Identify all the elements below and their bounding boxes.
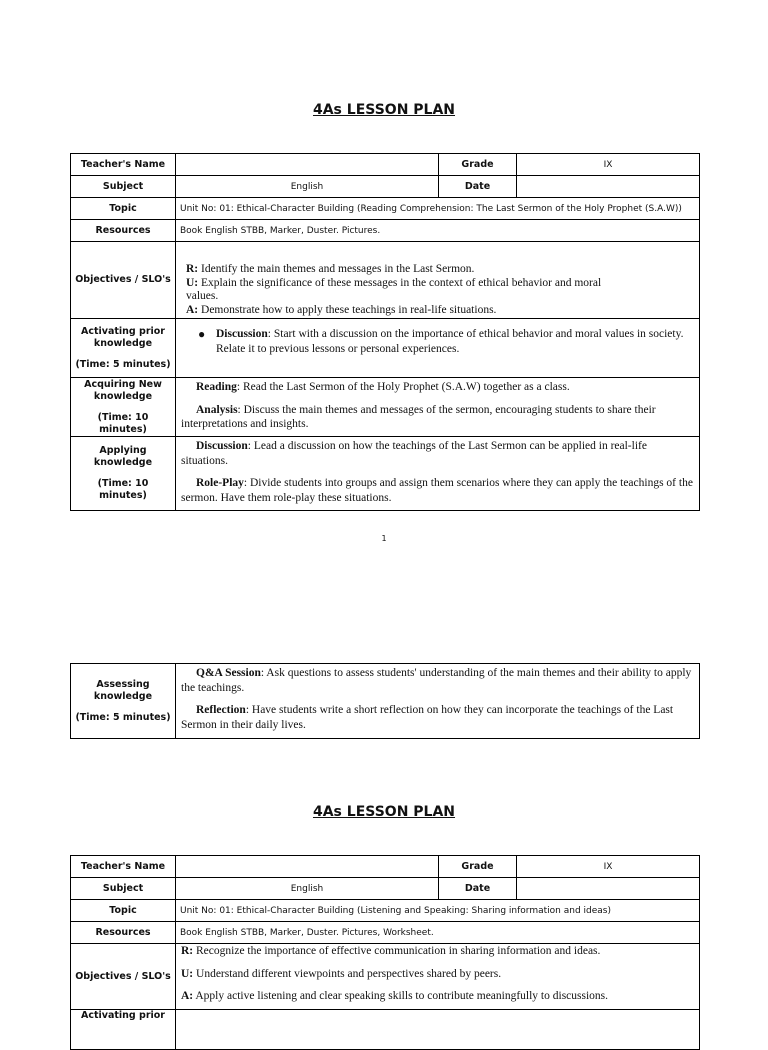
acquiring-analysis-text: : Discuss the main themes and messages of the sermon, encouraging students to share their interpretations and insights.	[181, 403, 656, 430]
page-number: 1	[381, 534, 387, 543]
applying-label-cell	[71, 437, 176, 511]
grade-label: Grade	[439, 154, 517, 176]
resources-value: Book English STBB, Marker, Duster. Pictures.	[176, 220, 700, 242]
objective-u-text: Explain the significance of these messages in the context of ethical behavior and moral values.	[186, 276, 602, 302]
assessing-table	[70, 663, 700, 739]
date-label: Date	[439, 176, 517, 198]
teacher-name-value-2	[176, 856, 439, 878]
activating-content	[176, 319, 700, 378]
subject-label-2: Subject	[71, 878, 176, 900]
objectives-content-2	[176, 944, 700, 1010]
objective-a-key: A:	[186, 303, 199, 316]
subject-label: Subject	[71, 176, 176, 198]
lesson-plan-title: 4As LESSON PLAN	[312, 102, 456, 118]
objective-a-text-2: Apply active listening and clear speaking skills to contribute meaningfully to discussions.	[193, 990, 609, 1002]
topic-label: Topic	[71, 198, 176, 220]
activating-text: : Start with a discussion on the importance of ethical behavior and moral values in society. Relate it to previous lessons or personal experiences.	[216, 328, 684, 355]
applying-label: Applying knowledge	[93, 445, 153, 468]
objectives-content	[176, 242, 700, 319]
acquiring-reading-text: : Read the Last Sermon of the Holy Prophet (S.A.W) together as a class.	[236, 381, 570, 393]
topic-label-2: Topic	[71, 900, 176, 922]
resources-value-2: Book English STBB, Marker, Duster. Pictures, Worksheet.	[176, 922, 700, 944]
activating-time: (Time: 5 minutes)	[75, 358, 171, 370]
subject-value: English	[176, 176, 439, 198]
assessing-label-cell	[71, 664, 176, 739]
acquiring-time: (Time: 10 minutes)	[97, 411, 149, 435]
activating-label-2: Activating prior	[80, 1010, 165, 1021]
applying-discussion-key: Discussion	[196, 440, 248, 452]
objectives-label: Objectives / SLO's	[71, 242, 176, 319]
acquiring-content	[176, 378, 700, 437]
teacher-name-label-2: Teacher's Name	[71, 856, 176, 878]
activating-key: Discussion	[216, 328, 268, 340]
bullet-icon: ●	[198, 327, 206, 341]
subject-value-2: English	[176, 878, 439, 900]
objective-r-key: R:	[186, 263, 199, 275]
objective-u-text-2: Understand different viewpoints and perspectives shared by peers.	[193, 967, 502, 980]
assessing-qa-key: Q&A Session	[196, 667, 261, 679]
date-value	[517, 176, 700, 198]
teacher-name-value	[176, 154, 439, 176]
assessing-time: (Time: 5 minutes)	[75, 711, 171, 723]
activating-label-cell	[71, 319, 176, 378]
objectives-label-2: Objectives / SLO's	[71, 944, 176, 1010]
objective-a-key-2: A:	[181, 990, 194, 1002]
objective-a-text: Demonstrate how to apply these teachings in real-life situations.	[198, 303, 497, 316]
lesson-plan-table	[70, 153, 700, 511]
objective-r-text: Identify the main themes and messages in the Last Sermon.	[198, 263, 475, 275]
teacher-name-label: Teacher's Name	[71, 154, 176, 176]
acquiring-label: Acquiring New knowledge	[84, 378, 162, 402]
applying-content	[176, 437, 700, 511]
acquiring-label-cell	[71, 378, 176, 437]
activating-label: Activating prior knowledge	[80, 325, 165, 349]
topic-value-2: Unit No: 01: Ethical-Character Building (Listening and Speaking: Sharing information and ideas)	[176, 900, 700, 922]
grade-label-2: Grade	[439, 856, 517, 878]
acquiring-reading-key: Reading	[196, 381, 237, 393]
assessing-content	[176, 664, 700, 739]
lesson-plan-table-2	[70, 855, 700, 1050]
assessing-reflection-text: : Have students write a short reflection on how they can incorporate the teachings of the Last Sermon in their daily lives.	[181, 704, 674, 731]
acquiring-analysis-key: Analysis	[196, 403, 238, 416]
activating-content-2	[176, 1010, 700, 1050]
assessing-label: Assessing knowledge	[93, 678, 153, 702]
lesson-plan-title-2: 4As LESSON PLAN	[312, 804, 456, 820]
assessing-qa-text: : Ask questions to assess students' understanding of the main themes and their ability to apply the teachings.	[181, 667, 692, 694]
resources-label: Resources	[71, 220, 176, 242]
applying-time: (Time: 10 minutes)	[97, 478, 149, 501]
resources-label-2: Resources	[71, 922, 176, 944]
grade-value-2: IX	[517, 856, 700, 878]
topic-value: Unit No: 01: Ethical-Character Building (Reading Comprehension: The Last Sermon of the Holy Prophet (S.A.W))	[176, 198, 700, 220]
objective-u-key: U:	[186, 276, 199, 289]
activating-label-cell-2	[71, 1010, 176, 1050]
date-label-2: Date	[439, 878, 517, 900]
date-value-2	[517, 878, 700, 900]
applying-roleplay-text: : Divide students into groups and assign them scenarios where they can apply the teachings of the sermon. Have them role-play these situations.	[181, 477, 693, 504]
applying-roleplay-key: Role-Play	[196, 477, 244, 489]
grade-value: IX	[517, 154, 700, 176]
applying-discussion-text: : Lead a discussion on how the teachings of the Last Sermon can be applied in real-life situations.	[181, 440, 647, 467]
assessing-reflection-key: Reflection	[196, 704, 246, 716]
objective-r-text-2: Recognize the importance of effective communication in sharing information and ideas.	[193, 945, 601, 957]
objective-r-key-2: R:	[181, 945, 194, 957]
objective-u-key-2: U:	[181, 967, 194, 980]
